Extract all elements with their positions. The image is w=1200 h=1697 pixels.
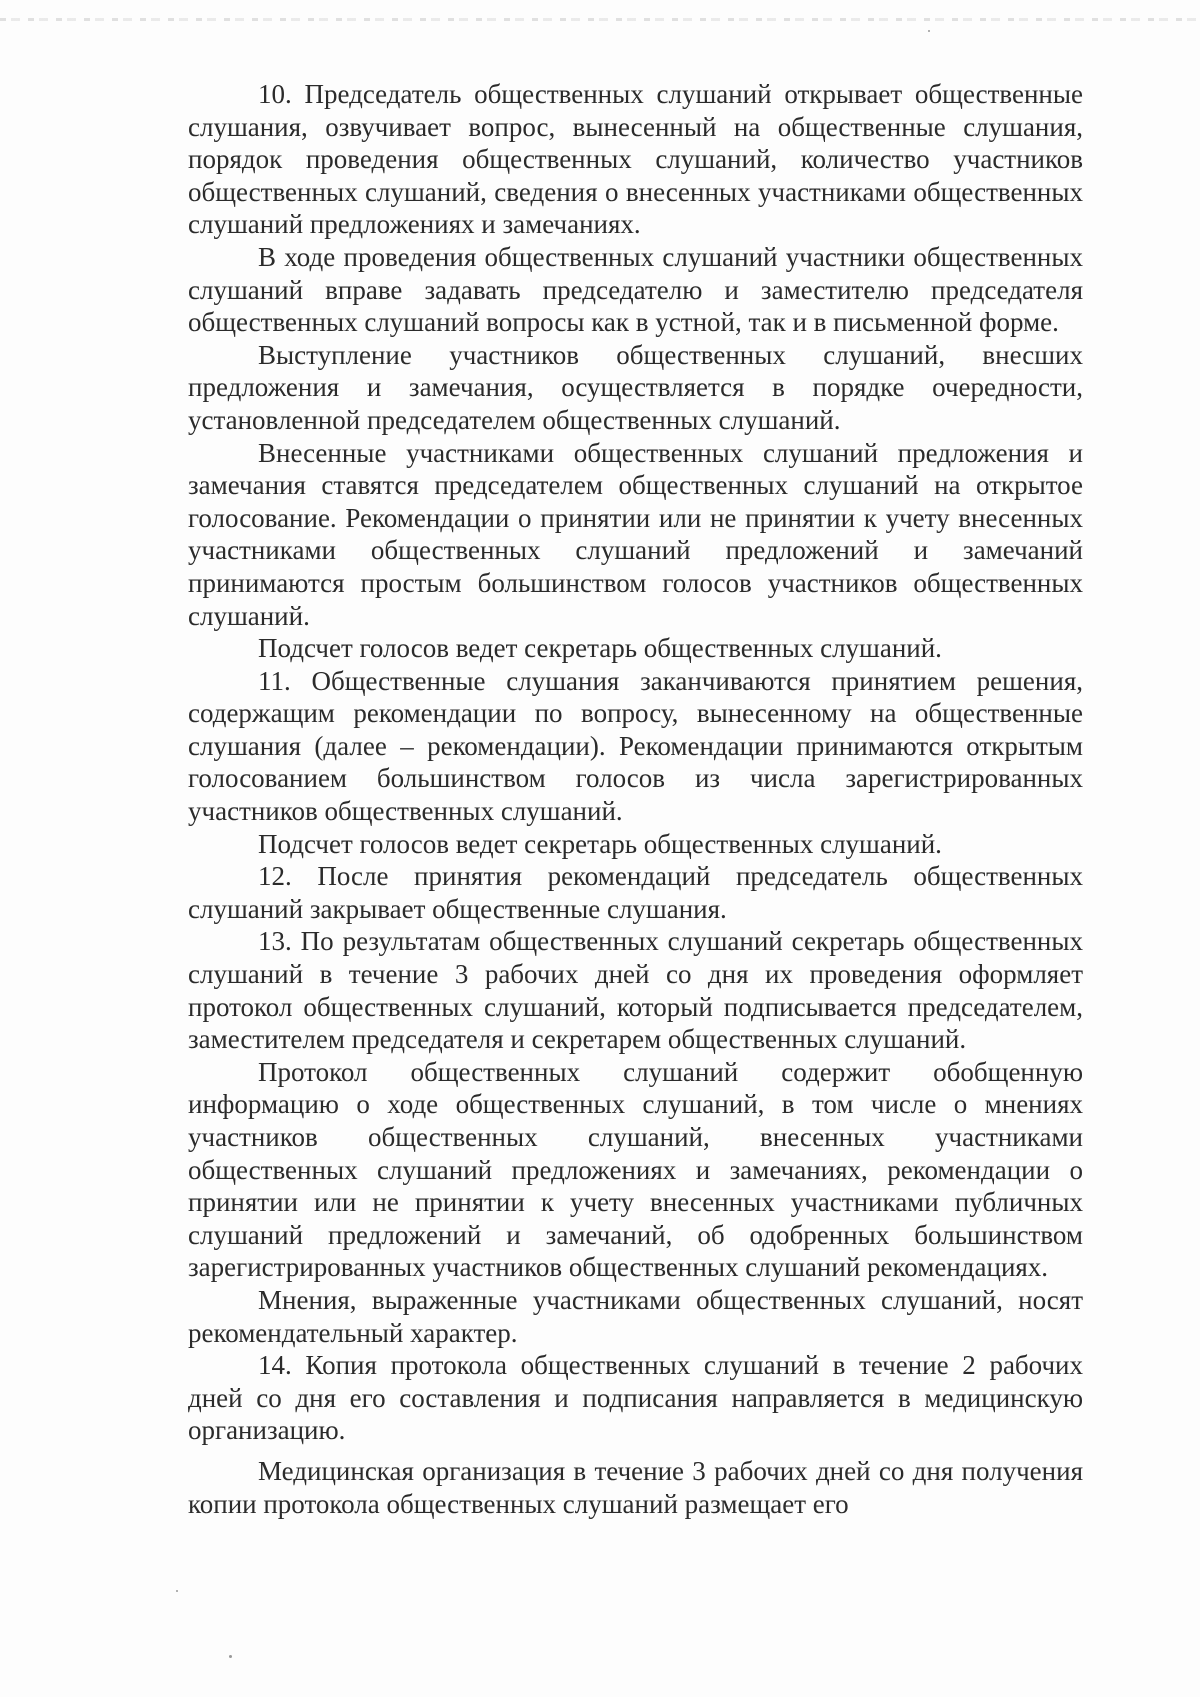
scan-speck (928, 30, 930, 32)
scan-speck (229, 1655, 232, 1658)
paragraph-item-14: 14. Копия протокола общественных слушаний в течение 2 рабочих дней со дня его составления и подписания направляется в медицинскую организацию. (188, 1350, 1083, 1446)
paragraph-item-10: 10. Председатель общественных слушаний открывает общественные слушания, озвучивает вопрос, вынесенный на общественные слушания, порядок проведения общественных слушаний, количество участников общественных слушаний, сведения о внесенных участниками общественных слушаний предложениях и замечаниях. (188, 79, 1083, 240)
scan-speck (176, 1590, 178, 1592)
paragraph-vote-count-1: Подсчет голосов ведет секретарь общественных слушаний. (258, 633, 942, 664)
paragraph-questions: В ходе проведения общественных слушаний участники общественных слушаний вправе задавать председателю и заместителю председателя общественных слушаний вопросы как в устной, так и в письменной форме. (188, 241, 1083, 338)
paragraph-opinions: Мнения, выраженные участниками общественных слушаний, носят рекомендательный характер. (188, 1284, 1083, 1348)
paragraph-item-13: 13. По результатам общественных слушаний секретарь общественных слушаний в течение 3 рабочих дней со дня их проведения оформляет протокол общественных слушаний, который подписывается председателем, заместителем председателя и секретарем общественных слушаний. (188, 926, 1083, 1055)
paragraph-item-12: 12. После принятия рекомендаций председатель общественных слушаний закрывает общественные слушания. (188, 861, 1083, 924)
document-body (188, 78, 1083, 1520)
paragraph-protocol-contents: Протокол общественных слушаний содержит обобщенную информацию о ходе общественных слушаний, в том числе о мнениях участников общественных слушаний, внесенных участниками общественных слушаний предложениях и замечаниях, рекомендации о принятии или не принятии к учету внесенных участниками публичных слушаний предложений и замечаний, об одобренных большинством зарегистрированных участников общественных слушаний рекомендациях. (188, 1056, 1083, 1283)
paragraph-speeches: Выступление участников общественных слушаний, внесших предложения и замечания, осуществляется в порядке очередности, установленной председателем общественных слушаний. (188, 339, 1083, 435)
paragraph-vote-count-2: Подсчет голосов ведет секретарь общественных слушаний. (258, 828, 942, 859)
paragraph-medical-organization: Медицинская организация в течение 3 рабочих дней со дня получения копии протокола общественных слушаний размещает его (188, 1455, 1083, 1519)
paragraph-item-11: 11. Общественные слушания заканчиваются принятием решения, содержащим рекомендации по вопросу, вынесенному на общественные слушания (далее – рекомендации). Рекомендации принимаются открытым голосованием большинством голосов из числа зарегистрированных участников общественных слушаний. (188, 665, 1083, 827)
paragraph-voting: Внесенные участниками общественных слушаний предложения и замечания ставятся председателем общественных слушаний на открытое голосование. Рекомендации о принятии или не принятии к учету внесенных участниками общественных слушаний предложений и замечаний принимаются простым большинством голосов участников общественных слушаний. (188, 437, 1083, 631)
scan-edge-artifact (0, 18, 1200, 21)
